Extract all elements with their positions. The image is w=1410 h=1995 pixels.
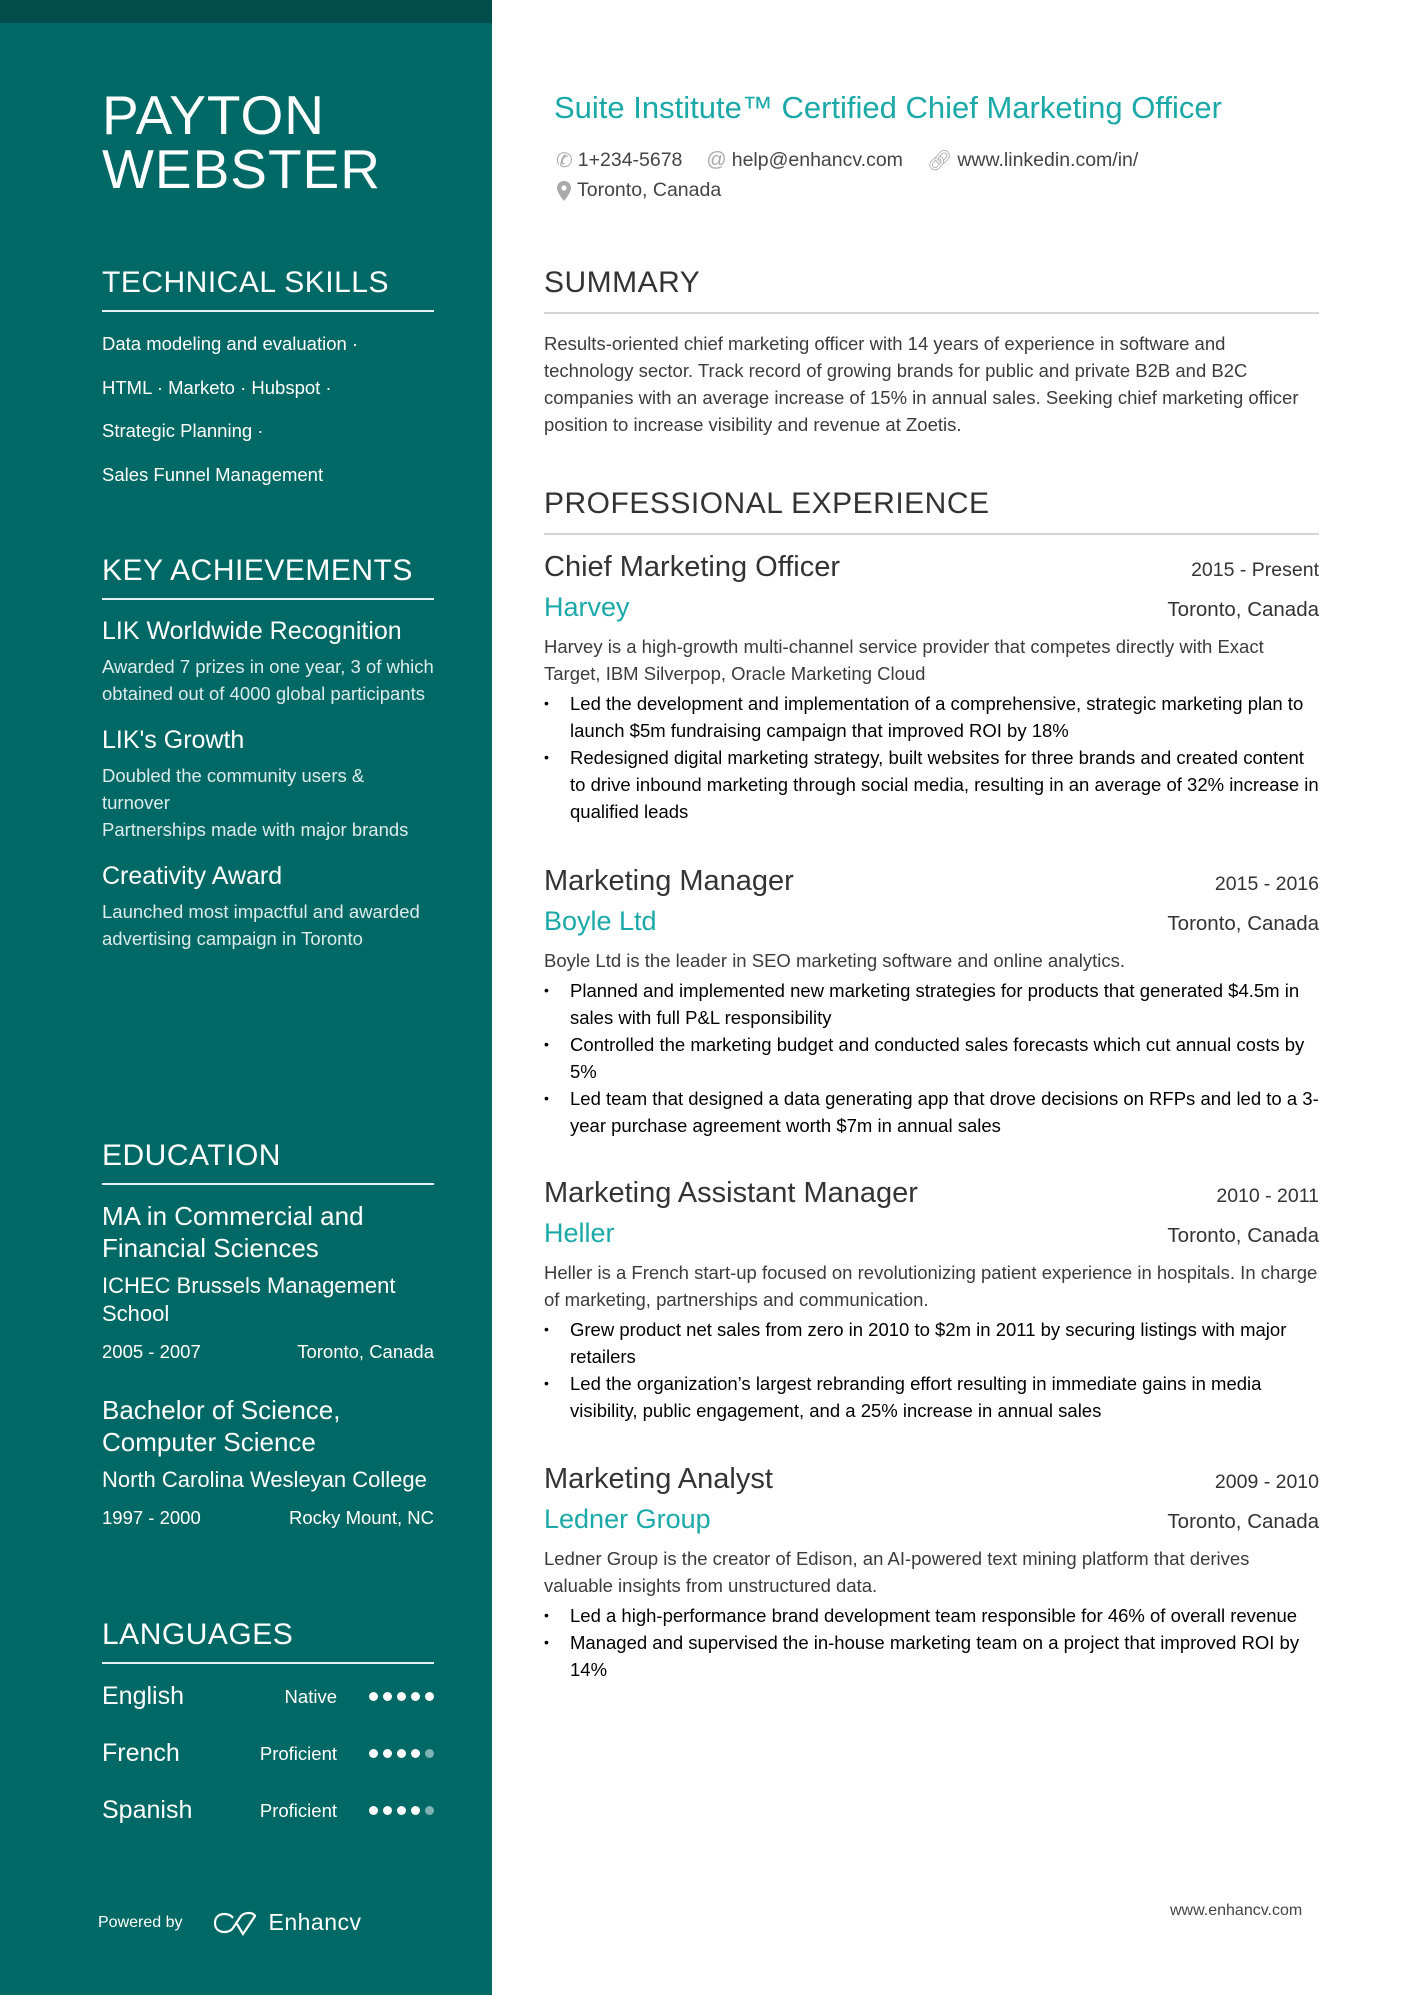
achievements-list <box>102 616 434 970</box>
language-item <box>102 1782 434 1839</box>
degree: Bachelor of Science, Computer Science <box>102 1395 341 1457</box>
job-location: Toronto, Canada <box>1167 1510 1319 1533</box>
enhancv-logo-icon <box>211 1910 259 1936</box>
footer-url[interactable]: www.enhancv.com <box>1170 1902 1303 1919</box>
education-heading: EDUCATION <box>102 1139 434 1185</box>
language-level: Proficient <box>259 1742 337 1764</box>
phone-icon: ✆ <box>556 150 573 172</box>
rating-dot <box>369 1749 378 1758</box>
skill-item: Strategic Planning · <box>102 420 264 441</box>
achievement-item <box>102 616 434 707</box>
candidate-name <box>102 84 434 200</box>
achievements-heading: KEY ACHIEVEMENTS <box>102 554 434 600</box>
job-title: Marketing Assistant Manager <box>544 1177 918 1209</box>
achievement-desc: Doubled the community users & turnover <box>102 765 365 813</box>
language-item <box>102 1725 434 1782</box>
job-dates: 2015 - 2016 <box>1214 873 1319 895</box>
skill-item: Sales Funnel Management <box>102 463 324 485</box>
achievement-title: LIK's Growth <box>102 726 245 754</box>
job-bullets <box>544 690 1319 825</box>
brand-name: Enhancv <box>268 1909 362 1935</box>
education-item <box>102 1200 434 1364</box>
job-bullet: • Planned and implemented new marketing strategies for products that generated $4.5m in sales with full P&L responsibility <box>544 977 1319 1031</box>
languages-list <box>102 1668 434 1839</box>
job-entry <box>544 1463 1319 1683</box>
language-item <box>102 1668 434 1725</box>
linkedin[interactable] <box>927 148 1138 173</box>
enhancv-logo[interactable] <box>211 1909 362 1936</box>
sidebar <box>0 0 492 1995</box>
job-header <box>544 1463 1319 1496</box>
job-entry <box>544 1177 1319 1424</box>
edu-location: Toronto, Canada <box>297 1341 434 1362</box>
location <box>556 179 721 202</box>
job-title: Chief Marketing Officer <box>544 551 841 583</box>
linkedin-link[interactable]: www.linkedin.com/in/ <box>957 149 1139 171</box>
job-company: Boyle Ltd <box>544 906 657 936</box>
link-icon: 🔗︎ <box>926 150 953 172</box>
skills-list <box>102 330 434 504</box>
job-company-row <box>544 592 1319 623</box>
education-list <box>102 1200 434 1530</box>
language-rating <box>369 1749 434 1758</box>
job-bullet: • Led team that designed a data generating app that drove decisions on RFPs and led to a 3-year purchase agreement worth $7m in annual sales <box>544 1085 1319 1139</box>
job-dates: 2010 - 2011 <box>1216 1185 1319 1207</box>
location-text: Toronto, Canada <box>577 179 722 201</box>
rating-dot <box>369 1692 378 1701</box>
skill-item: HTML · Marketo · Hubspot · <box>102 376 332 398</box>
experience-heading: PROFESSIONAL EXPERIENCE <box>544 487 1319 535</box>
rating-dot <box>411 1692 420 1701</box>
job-description: Heller is a French start-up focused on revolutionizing patient experience in hospitals. In charge of marketing, partnerships and communication. <box>544 1262 1318 1310</box>
job-bullet: • Controlled the marketing budget and conducted sales forecasts which cut annual costs by 5% <box>544 1031 1319 1085</box>
job-entry <box>544 865 1319 1139</box>
skills-heading: TECHNICAL SKILLS <box>102 266 434 312</box>
edu-location: Rocky Mount, NC <box>289 1507 434 1528</box>
email[interactable] <box>706 149 903 172</box>
job-description: Boyle Ltd is the leader in SEO marketing software and online analytics. <box>544 950 1126 971</box>
achievement-title: LIK Worldwide Recognition <box>102 617 402 645</box>
job-company-row <box>544 906 1319 937</box>
edu-dates: 1997 - 2000 <box>102 1507 201 1528</box>
language-level: Native <box>284 1685 337 1707</box>
job-location: Toronto, Canada <box>1167 912 1319 935</box>
school: North Carolina Wesleyan College <box>102 1467 427 1492</box>
job-bullet: • Led the development and implementation of a comprehensive, strategic marketing plan to launch $5m fundraising campaign that improved ROI by 18% <box>544 690 1319 744</box>
achievement-desc: Launched most impactful and awarded advertising campaign in Toronto <box>102 901 420 949</box>
job-header <box>544 865 1319 898</box>
job-title: Marketing Analyst <box>544 1463 773 1495</box>
achievement-item <box>102 861 434 952</box>
education-meta <box>102 1506 434 1530</box>
powered-by-label: Powered by <box>98 1913 183 1931</box>
job-bullets <box>544 977 1319 1139</box>
job-bullet: • Led a high-performance brand development team responsible for 46% of overall revenue <box>544 1602 1319 1629</box>
achievement-desc: Partnerships made with major brands <box>102 819 409 840</box>
job-company: Heller <box>544 1218 615 1248</box>
degree: MA in Commercial and Financial Sciences <box>102 1201 364 1263</box>
job-company-row <box>544 1504 1319 1535</box>
summary-text: Results-oriented chief marketing officer with 14 years of experience in software and technology sector. Track record of growing brands for public and private B2B and B2C companies with an average increase of 15% in annual sales. Seeking chief marketing officer position to increase visibility and revenue at Zoetis. <box>544 333 1299 435</box>
contact-row <box>556 148 1138 173</box>
job-title: Marketing Manager <box>544 865 794 897</box>
headline-title: Suite Institute™ Certified Chief Marketing Officer <box>554 90 1222 125</box>
job-bullet: • Led the organization’s largest rebranding effort resulting in immediate gains in media visibility, public engagement, and a 25% increase in annual sales <box>544 1370 1319 1424</box>
skill-item: Data modeling and evaluation · <box>102 333 359 354</box>
language-level: Proficient <box>259 1799 337 1821</box>
job-location: Toronto, Canada <box>1167 598 1319 621</box>
education-meta <box>102 1340 434 1364</box>
language-name: French <box>102 1739 180 1767</box>
rating-dot <box>397 1749 406 1758</box>
location-pin-icon <box>556 180 572 202</box>
at-icon: @ <box>706 149 727 171</box>
job-dates: 2015 - Present <box>1191 559 1319 581</box>
email-link[interactable]: help@enhancv.com <box>731 149 903 171</box>
school: ICHEC Brussels Management School <box>102 1273 396 1326</box>
language-rating <box>369 1692 434 1701</box>
job-company: Harvey <box>544 592 630 622</box>
language-name: Spanish <box>102 1796 193 1824</box>
language-rating <box>369 1806 434 1815</box>
rating-dot <box>369 1806 378 1815</box>
rating-dot <box>397 1806 406 1815</box>
job-bullet: • Managed and supervised the in-house marketing team on a project that improved ROI by 14% <box>544 1629 1319 1683</box>
top-band <box>0 0 492 23</box>
achievement-item <box>102 725 434 843</box>
rating-dot <box>383 1692 392 1701</box>
job-bullet: • Redesigned digital marketing strategy, built websites for three brands and created content to drive inbound marketing through social media, resulting in an average of 32% increase in qualified leads <box>544 744 1319 825</box>
name-last: WEBSTER <box>102 138 381 200</box>
rating-dot <box>383 1806 392 1815</box>
rating-dot <box>411 1749 420 1758</box>
location-row <box>556 179 721 202</box>
powered-by <box>98 1909 362 1936</box>
rating-dot <box>397 1692 406 1701</box>
job-header <box>544 1177 1319 1210</box>
job-dates: 2009 - 2010 <box>1214 1471 1319 1493</box>
job-bullets <box>544 1316 1319 1424</box>
job-bullet: • Grew product net sales from zero in 2010 to $2m in 2011 by securing listings with major retailers <box>544 1316 1319 1370</box>
rating-dot <box>411 1806 420 1815</box>
job-company-row <box>544 1218 1319 1249</box>
job-entry <box>544 551 1319 825</box>
job-description: Harvey is a high-growth multi-channel service provider that competes directly with Exact Target, IBM Silverpop, Oracle Marketing Cloud <box>544 636 1264 684</box>
job-company: Ledner Group <box>544 1504 711 1534</box>
job-description: Ledner Group is the creator of Edison, an AI-powered text mining platform that derives valuable insights from unstructured data. <box>544 1548 1250 1596</box>
rating-dot <box>425 1806 434 1815</box>
name-first: PAYTON <box>102 84 325 146</box>
education-item <box>102 1394 434 1530</box>
job-bullets <box>544 1602 1319 1683</box>
job-header <box>544 551 1319 584</box>
phone <box>556 148 682 173</box>
phone-text: 1+234-5678 <box>577 149 683 171</box>
edu-dates: 2005 - 2007 <box>102 1341 201 1362</box>
job-location: Toronto, Canada <box>1167 1224 1319 1247</box>
rating-dot <box>383 1749 392 1758</box>
rating-dot <box>425 1749 434 1758</box>
summary-heading: SUMMARY <box>544 266 1319 314</box>
rating-dot <box>425 1692 434 1701</box>
achievement-title: Creativity Award <box>102 862 283 890</box>
languages-heading: LANGUAGES <box>102 1618 434 1664</box>
language-name: English <box>102 1682 184 1710</box>
achievement-desc: Awarded 7 prizes in one year, 3 of which obtained out of 4000 global participants <box>102 656 434 704</box>
